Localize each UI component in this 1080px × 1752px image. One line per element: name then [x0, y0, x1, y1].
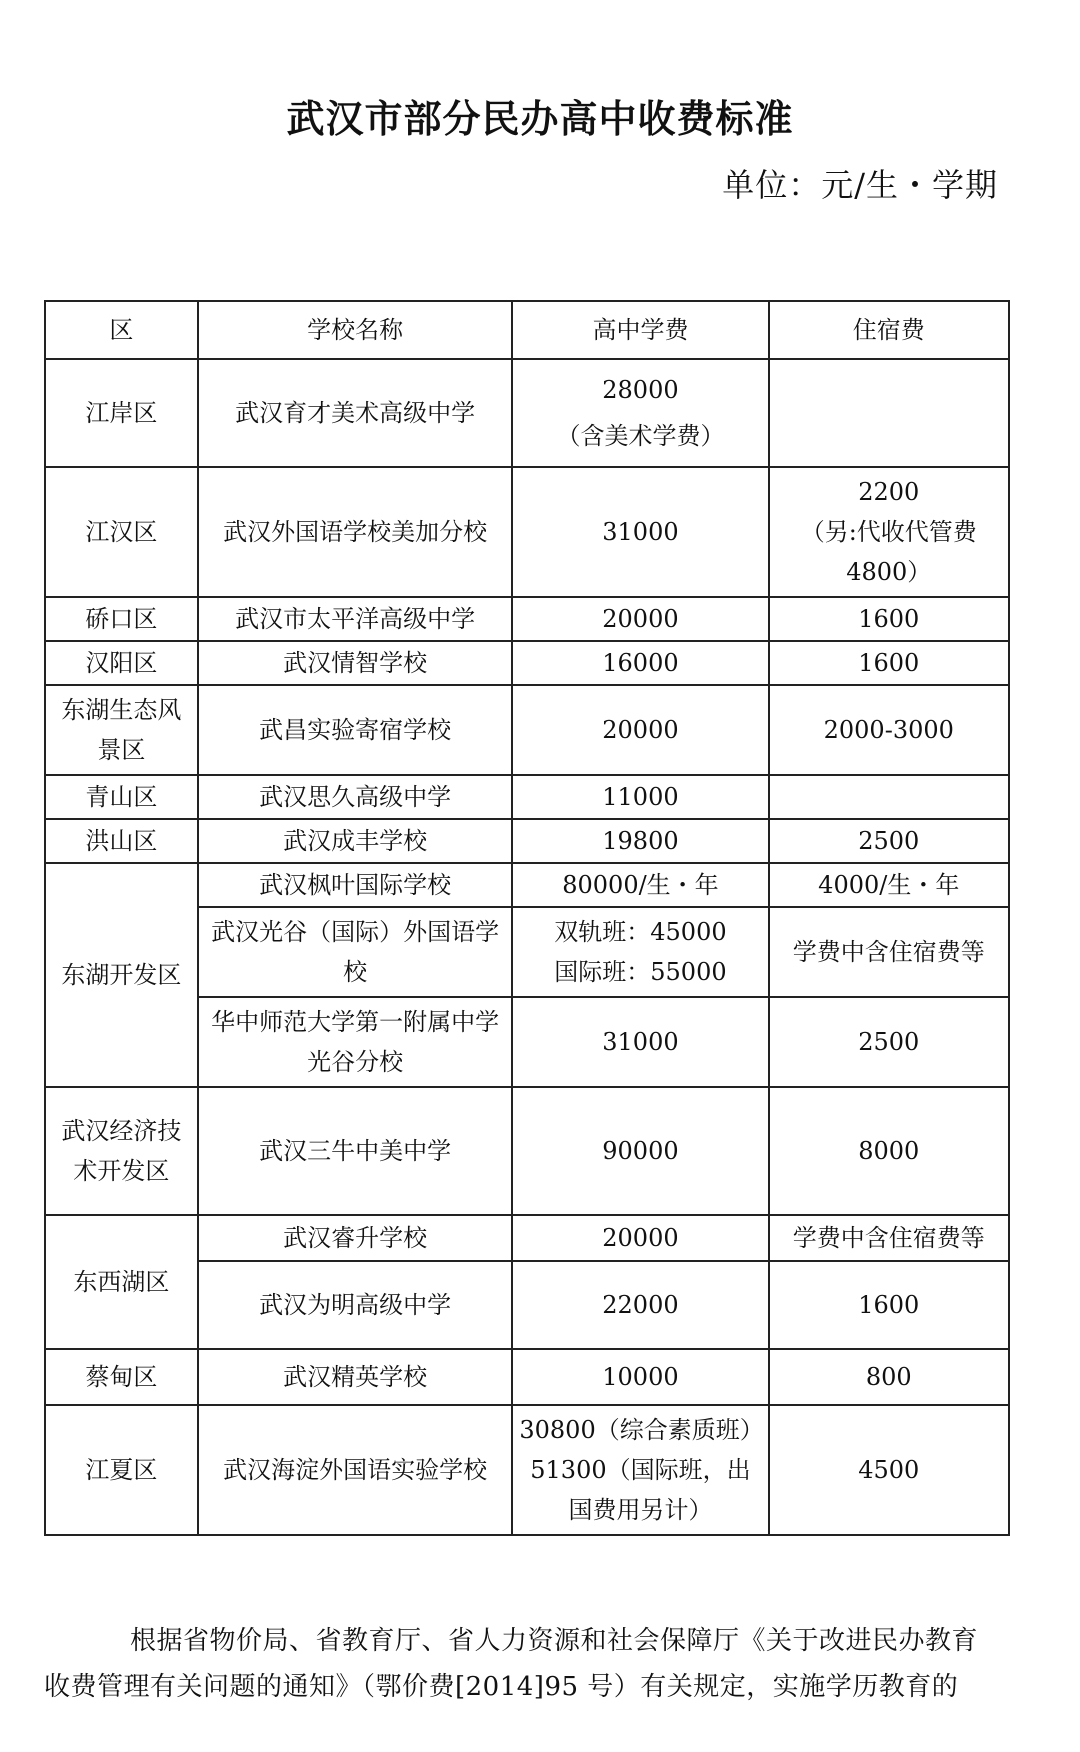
district-cell	[45, 863, 198, 1087]
boarding-cell: 2500	[769, 997, 1009, 1087]
table-row	[45, 819, 1009, 863]
district-cell: 江汉区	[45, 467, 198, 597]
tuition-cell	[512, 359, 768, 467]
tuition-cell: 16000	[512, 641, 768, 685]
school-cell: 武昌实验寄宿学校	[198, 685, 513, 775]
boarding-cell: 1600	[769, 1261, 1009, 1349]
district-cell: 东湖生态风景区	[45, 685, 198, 775]
boarding-value: 2200	[858, 478, 920, 506]
table-row	[45, 641, 1009, 685]
tuition-cell	[512, 467, 768, 597]
district-cell: 汉阳区	[45, 641, 198, 685]
school-cell: 武汉成丰学校	[198, 819, 513, 863]
document-title: 武汉市部分民办高中收费标准	[286, 97, 794, 141]
boarding-note: 4800）	[846, 558, 932, 586]
table-row	[45, 685, 1009, 775]
tuition-cell: 31000	[512, 997, 768, 1087]
table-row	[45, 597, 1009, 641]
header-school: 学校名称	[198, 301, 513, 359]
boarding-cell: 4000/生・年	[769, 863, 1009, 907]
fee-table-body	[45, 359, 1009, 1535]
boarding-cell: 2000-3000	[769, 685, 1009, 775]
fee-table	[44, 300, 1010, 1536]
tuition-cell	[512, 907, 768, 997]
tuition-cell	[512, 1405, 768, 1535]
table-row	[45, 1087, 1009, 1215]
tuition-cell: 20000	[512, 685, 768, 775]
tuition-cell: 80000/生・年	[512, 863, 768, 907]
tuition-cell: 20000	[512, 1215, 768, 1261]
unit-label: 单位：元/生・学期	[722, 166, 998, 204]
tuition-value: 51300（国际班，出国费用另计）	[530, 1456, 751, 1524]
tuition-value: 双轨班：45000	[554, 918, 727, 946]
boarding-cell: 1600	[769, 597, 1009, 641]
district-cell: 硚口区	[45, 597, 198, 641]
table-row	[45, 863, 1009, 907]
table-row	[45, 467, 1009, 597]
header-boarding: 住宿费	[769, 301, 1009, 359]
school-cell: 武汉光谷（国际）外国语学校	[198, 907, 513, 997]
tuition-value: 国际班：55000	[554, 958, 727, 986]
school-cell: 武汉思久高级中学	[198, 775, 513, 819]
district-cell: 青山区	[45, 775, 198, 819]
header-tuition: 高中学费	[512, 301, 768, 359]
tuition-value: 31000	[602, 518, 679, 546]
school-cell: 武汉三牛中美中学	[198, 1087, 513, 1215]
footnote-line: 根据省物价局、省教育厅、省人力资源和社会保障厅《关于改进民办教育	[130, 1626, 979, 1656]
school-cell: 武汉情智学校	[198, 641, 513, 685]
district-cell: 江夏区	[45, 1405, 198, 1535]
district-cell: 武汉经济技术开发区	[45, 1087, 198, 1215]
school-cell: 武汉为明高级中学	[198, 1261, 513, 1349]
school-cell: 武汉枫叶国际学校	[198, 863, 513, 907]
boarding-cell: 4500	[769, 1405, 1009, 1535]
boarding-cell	[769, 467, 1009, 597]
header-row	[45, 301, 1009, 359]
district-cell: 蔡甸区	[45, 1349, 198, 1405]
tuition-cell: 22000	[512, 1261, 768, 1349]
tuition-cell: 19800	[512, 819, 768, 863]
header-district: 区	[45, 301, 198, 359]
table-row	[45, 1405, 1009, 1535]
boarding-note: （另:代收代管费	[800, 518, 977, 546]
tuition-cell: 90000	[512, 1087, 768, 1215]
school-cell: 武汉育才美术高级中学	[198, 359, 513, 467]
footnote-paragraph	[44, 1618, 1034, 1710]
boarding-cell: 学费中含住宿费等	[769, 1215, 1009, 1261]
tuition-cell: 11000	[512, 775, 768, 819]
table-row	[45, 775, 1009, 819]
district-cell: 洪山区	[45, 819, 198, 863]
table-row	[45, 1349, 1009, 1405]
tuition-value: 30800（综合素质班）	[519, 1416, 764, 1444]
school-cell: 武汉睿升学校	[198, 1215, 513, 1261]
school-cell: 武汉市太平洋高级中学	[198, 597, 513, 641]
boarding-cell	[769, 359, 1009, 467]
school-cell: 武汉海淀外国语实验学校	[198, 1405, 513, 1535]
table-row	[45, 359, 1009, 467]
school-cell: 华中师范大学第一附属中学光谷分校	[198, 997, 513, 1087]
tuition-cell: 20000	[512, 597, 768, 641]
boarding-cell: 800	[769, 1349, 1009, 1405]
school-cell: 武汉精英学校	[198, 1349, 513, 1405]
table-row	[45, 1215, 1009, 1261]
school-cell: 武汉外国语学校美加分校	[198, 467, 513, 597]
boarding-cell	[769, 775, 1009, 819]
boarding-cell: 2500	[769, 819, 1009, 863]
boarding-cell: 8000	[769, 1087, 1009, 1215]
tuition-cell: 10000	[512, 1349, 768, 1405]
fee-table-header	[45, 301, 1009, 359]
district-cell: 江岸区	[45, 359, 198, 467]
tuition-note: （含美术学费）	[556, 422, 725, 450]
district-name: 东湖开发区	[61, 961, 182, 989]
boarding-cell: 1600	[769, 641, 1009, 685]
footnote-line: 收费管理有关问题的通知》（鄂价费[2014]95 号）有关规定，实施学历教育的	[44, 1672, 959, 1702]
district-cell: 东西湖区	[45, 1215, 198, 1349]
boarding-cell: 学费中含住宿费等	[769, 907, 1009, 997]
tuition-value: 28000	[602, 376, 679, 404]
